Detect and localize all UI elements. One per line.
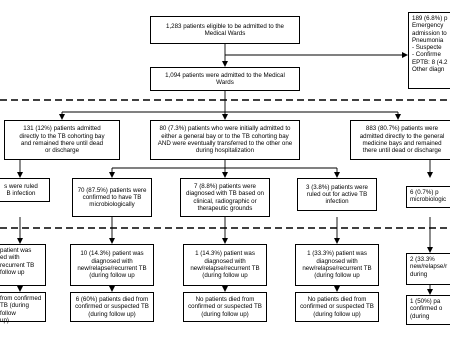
admitted-patients-box: [150, 67, 300, 91]
followup-right-box: [406, 253, 450, 285]
followup-micro-text: 10 (14.3%) patient was diagnosed with new/relapse/recurrent TB (during follow up: [77, 250, 147, 280]
followup-clinical-text: 1 (14.3%) patient was diagnosed with new/relapse/recurrent TB (during follow up: [190, 250, 260, 280]
died-micro-box: [70, 292, 154, 322]
followup-left-box: [0, 244, 46, 286]
excluded-patients-box: [408, 12, 450, 89]
followup-micro-box: [70, 244, 154, 286]
ruled-out-mid-box: [297, 178, 377, 211]
died-micro-text: 6 (60%) patients died from confirmed or suspected TB (during follow up): [75, 296, 149, 318]
tb-bay-text: 131 (12%) patients admitted directly to the TB cohorting bay and remained there until dead or discharge: [19, 125, 105, 155]
followup-right-text: 2 (33.3% new/relapse/r during: [410, 256, 448, 278]
died-right-box: [406, 295, 450, 325]
clinical-diagnosis-box: [180, 178, 270, 217]
died-left-box: [0, 292, 46, 322]
died-ruled-box: [295, 292, 379, 322]
died-clinical-box: [183, 292, 267, 322]
ruled-out-mid-text: 3 (3.8%) patients were ruled out for active TB infection: [306, 183, 368, 206]
eligible-patients-text: 1,283 patients eligible to be admitted to the Medical Wards: [166, 22, 284, 37]
eligible-patients-box: [150, 16, 300, 44]
micro-right-text: 6 (0.7%) p microbiologic: [410, 189, 447, 204]
general-bay-box: [350, 120, 450, 160]
mixed-transfer-box: [150, 120, 300, 160]
general-bay-text: 883 (80.7%) patients were admitted directly to the general medicine bays and remained there until dead or discharge: [359, 125, 445, 155]
ruled-out-left-box: [0, 178, 50, 202]
mixed-transfer-text: 80 (7.3%) patients who were initially admitted to either a general bay or to the TB cohorting bay AND were eventually transferred to the other one during hospitalization: [157, 125, 293, 155]
admitted-patients-text: 1,094 patients were admitted to the Medical Wards: [165, 71, 285, 86]
followup-left-text: patient was ed with recurrent TB follow up: [0, 247, 35, 276]
ruled-out-left-text: s were ruled B infection: [4, 182, 38, 197]
died-right-text: 1 (50%) pa confirmed o (during: [410, 298, 443, 320]
micro-confirmed-text: 70 (87.5%) patients were confirmed to have TB microbiologically: [77, 186, 147, 209]
died-left-text: from confirmed TB (during follow up): [0, 295, 42, 324]
micro-confirmed-box: [72, 178, 152, 217]
micro-right-box: [406, 186, 450, 208]
died-ruled-text: No patients died from confirmed or suspected TB (during follow up): [300, 296, 374, 318]
followup-clinical-box: [183, 244, 267, 286]
died-clinical-text: No patients died from confirmed or suspected TB (during follow up): [188, 296, 262, 318]
excluded-patients-text: 189 (6.8%) p Emergency admission to Pneumonia - Suspecte - Confirme EPTB: 8 (4.2 Other diagn: [412, 15, 448, 74]
followup-ruled-box: [295, 244, 379, 286]
clinical-diagnosis-text: 7 (8.8%) patients were diagnosed with TB based on clinical, radiographic or therapeutic grounds: [186, 182, 264, 212]
tb-bay-box: [4, 120, 120, 160]
followup-ruled-text: 1 (33.3%) patient was diagnosed with new/relapse/recurrent TB (during follow up: [302, 250, 372, 280]
